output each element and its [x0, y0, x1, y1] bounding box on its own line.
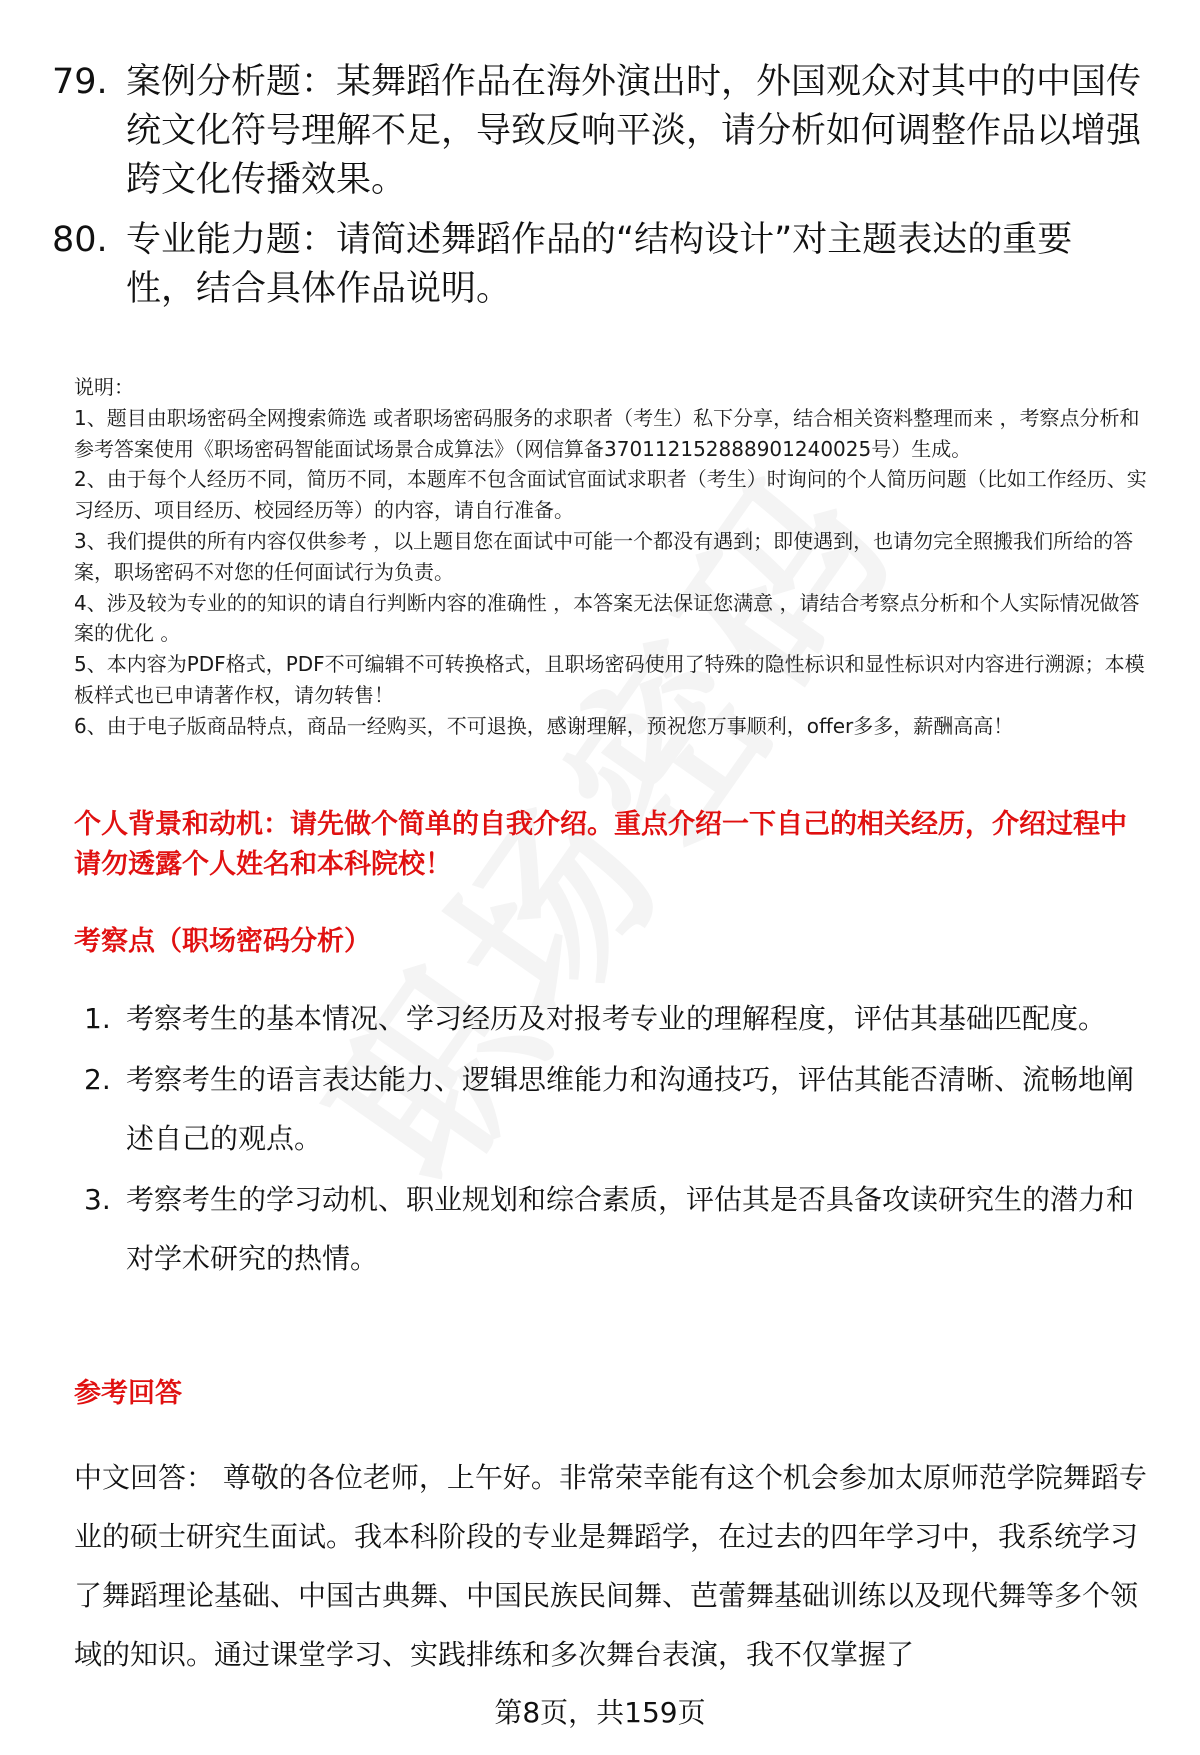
note-item: 5、本内容为PDF格式，PDF不可编辑不可转换格式，且职场密码使用了特殊的隐性标识和显性标识对内容进行溯源；本模板样式也已申请著作权，请勿转售！: [74, 652, 1145, 707]
note-item: 6、由于电子版商品特点，商品一经购买，不可退换，感谢理解，预祝您万事顺利，offer多多，薪酬高高！: [74, 713, 1014, 738]
note-item: 3、我们提供的所有内容仅供参考 ，以上题目您在面试中可能一个都没有遇到；即使遇到，也请勿完全照搬我们所给的答案，职场密码不对您的任何面试行为负责。: [74, 528, 1134, 584]
notes-heading: 说明：: [74, 375, 134, 399]
point-number: 2.: [84, 1063, 111, 1096]
point-text: 考察考生的基本情况、学习经历及对报考专业的理解程度，评估其基础匹配度。: [126, 1002, 1107, 1035]
analysis-heading: 考察点（职场密码分析）: [74, 926, 371, 957]
question-79: [52, 58, 1152, 205]
analysis-points: [84, 989, 1164, 1290]
point-number: 3.: [84, 1183, 111, 1216]
question-80: [52, 216, 1152, 314]
point-text: 考察考生的学习动机、职业规划和综合素质，评估其是否具备攻读研究生的潜力和对学术研究的热情。: [126, 1183, 1135, 1275]
analysis-point: [84, 989, 1164, 1048]
page-footer: 第8页，共159页: [494, 1696, 706, 1729]
note-item: 2、由于每个人经历不同，简历不同，本题库不包含面试官面试求职者（考生）时询问的个人简历问题（比如工作经历、实习经历、项目经历、校园经历等）的内容，请自行准备。: [74, 467, 1147, 523]
reference-heading: 参考回答: [74, 1378, 182, 1409]
note-item: 1、题目由职场密码全网搜索筛选 或者职场密码服务的求职者（考生）私下分享，结合相关资料整理而来 ，考察点分析和参考答案使用《职场密码智能面试场景合成算法》（网信算备370112152888901240025号）生成。: [74, 405, 1140, 461]
note-item: 4、涉及较为专业的的知识的请自行判断内容的准确性 ，本答案无法保证您满意 ，请结合考察点分析和个人实际情况做答案的优化 。: [74, 590, 1140, 646]
point-text: 考察考生的语言表达能力、逻辑思维能力和沟通技巧，评估其能否清晰、流畅地阐述自己的观点。: [126, 1063, 1135, 1155]
reference-answer: 中文回答： 尊敬的各位老师，上午好。非常荣幸能有这个机会参加太原师范学院舞蹈专业的硕士研究生面试。我本科阶段的专业是舞蹈学，在过去的四年学习中，我系统学习了舞蹈理论基础、中国古典舞、中国民族民间舞、芭蕾舞基础训练以及现代舞等多个领域的知识。通过课堂学习、实践排练和多次舞台表演，我不仅掌握了: [74, 1461, 1147, 1671]
notes-section: [74, 372, 1154, 742]
intro-question: 个人背景和动机：请先做个简单的自我介绍。重点介绍一下自己的相关经历，介绍过程中请勿透露个人姓名和本科院校！: [74, 809, 1127, 880]
question-text: 案例分析题：某舞蹈作品在海外演出时，外国观众对其中的中国传统文化符号理解不足，导致反响平淡，请分析如何调整作品以增强跨文化传播效果。: [126, 62, 1142, 200]
question-text: 专业能力题：请简述舞蹈作品的“结构设计”对主题表达的重要性，结合具体作品说明。: [126, 220, 1073, 309]
question-number: 79.: [52, 62, 108, 102]
analysis-point: [84, 1050, 1164, 1168]
question-number: 80.: [52, 220, 108, 260]
analysis-point: [84, 1170, 1164, 1288]
point-number: 1.: [84, 1002, 111, 1035]
